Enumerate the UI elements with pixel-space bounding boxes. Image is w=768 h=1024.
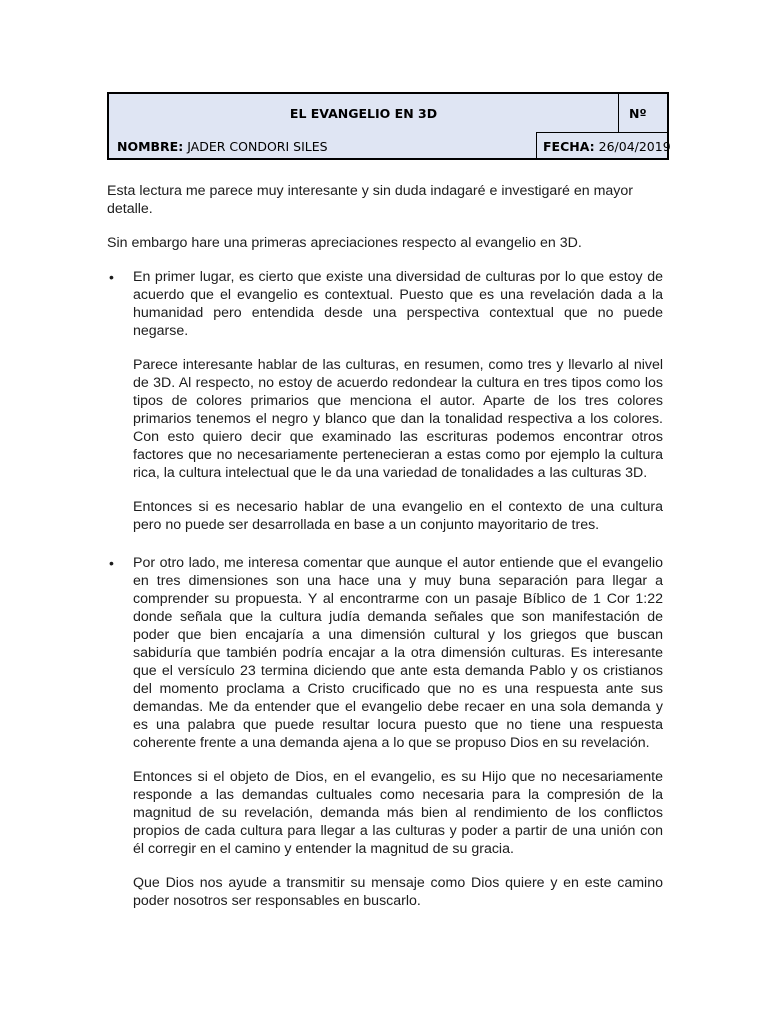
document-title: EL EVANGELIO EN 3D <box>289 106 438 121</box>
bullet-icon: • <box>109 555 114 571</box>
date-label: FECHA: <box>543 139 595 154</box>
header-table <box>107 92 669 160</box>
number-label: Nº <box>618 94 667 133</box>
bullet-icon: • <box>109 269 114 285</box>
name-field <box>109 133 544 160</box>
intro-paragraph-1: Esta lectura me parece muy interesante y sin duda indagaré e investigaré en mayor detalle. <box>107 183 634 217</box>
section-2-paragraph-3: Que Dios nos ayude a transmitir su mensaje como Dios quiere y en este camino poder nosotros ser responsables en buscarlo. <box>133 875 663 909</box>
bullet-section-1 <box>107 268 663 534</box>
section-1-paragraph-1: En primer lugar, es cierto que existe una diversidad de culturas por lo que estoy de acuerdo que el evangelio es contextual. Puesto que es una revelación dada a la humanidad pero entendida desde una perspectiva contextual que no puede negarse. <box>133 269 663 339</box>
name-value: JADER CONDORI SILES <box>187 139 328 154</box>
bullet-section-2 <box>107 554 663 910</box>
intro-paragraph-2: Sin embargo hare una primeras apreciaciones respecto al evangelio en 3D. <box>107 235 582 251</box>
section-1-paragraph-2: Parece interesante hablar de las culturas, en resumen, como tres y llevarlo al nivel de 3D. Al respecto, no estoy de acuerdo redondear la cultura en tres tipos como los tipos de colores primarios que menciona el autor. Aparte de los tres colores primarios tenemos el negro y blanco que dan la tonalidad respectiva a los colores. Con esto quiero decir que examinado las escrituras podemos encontrar otros factores que no necesariamente pertenecieran a estas como por ejemplo la cultura rica, la cultura intelectual que le da una variedad de tonalidades a las culturas 3D. <box>133 357 663 481</box>
section-2-paragraph-2: Entonces si el objeto de Dios, en el evangelio, es su Hijo que no necesariamente responde a las demandas cultuales como necesaria para la compresión de la magnitud de su revelación, demanda más bien al rendimiento de los conflictos propios de cada cultura para llegar a las culturas y poder a partir de una unión con él corregir en el camino y entender la magnitud de su gracia. <box>133 769 663 857</box>
section-1-paragraph-3: Entonces si es necesario hablar de una evangelio en el contexto de una cultura pero no puede ser desarrollada en base a un conjunto mayoritario de tres. <box>133 499 663 533</box>
name-label: NOMBRE: <box>117 139 184 154</box>
header-row-info <box>109 133 671 160</box>
date-value: 26/04/2019 <box>598 139 671 154</box>
section-2-paragraph-1: Por otro lado, me interesa comentar que aunque el autor entiende que el evangelio en tres dimensiones son una hace una y muy buna separación para llegar a comprender su propuesta. Y al encontrarme con un pasaje Bíblico de 1 Cor 1:22 donde señala que la cultura judía demanda señales que son manifestación de poder que bien encajaría a una dimensión cultural y los griegos que buscan sabiduría que también podría encajar a la otra dimensión culturas. Es interesante que el versículo 23 termina diciendo que ante esta demanda Pablo y os cristianos del momento proclama a Cristo crucificado que no es una respuesta ante sus demandas. Me da entender que el evangelio debe recaer en una sola demanda y es una palabra que puede resultar locura puesto que no tiene una respuesta coherente frente a una demanda ajena a lo que se propuso Dios en su revelación. <box>133 555 663 751</box>
document-body <box>107 182 663 926</box>
header-row-title <box>109 94 667 133</box>
date-field <box>536 133 671 160</box>
